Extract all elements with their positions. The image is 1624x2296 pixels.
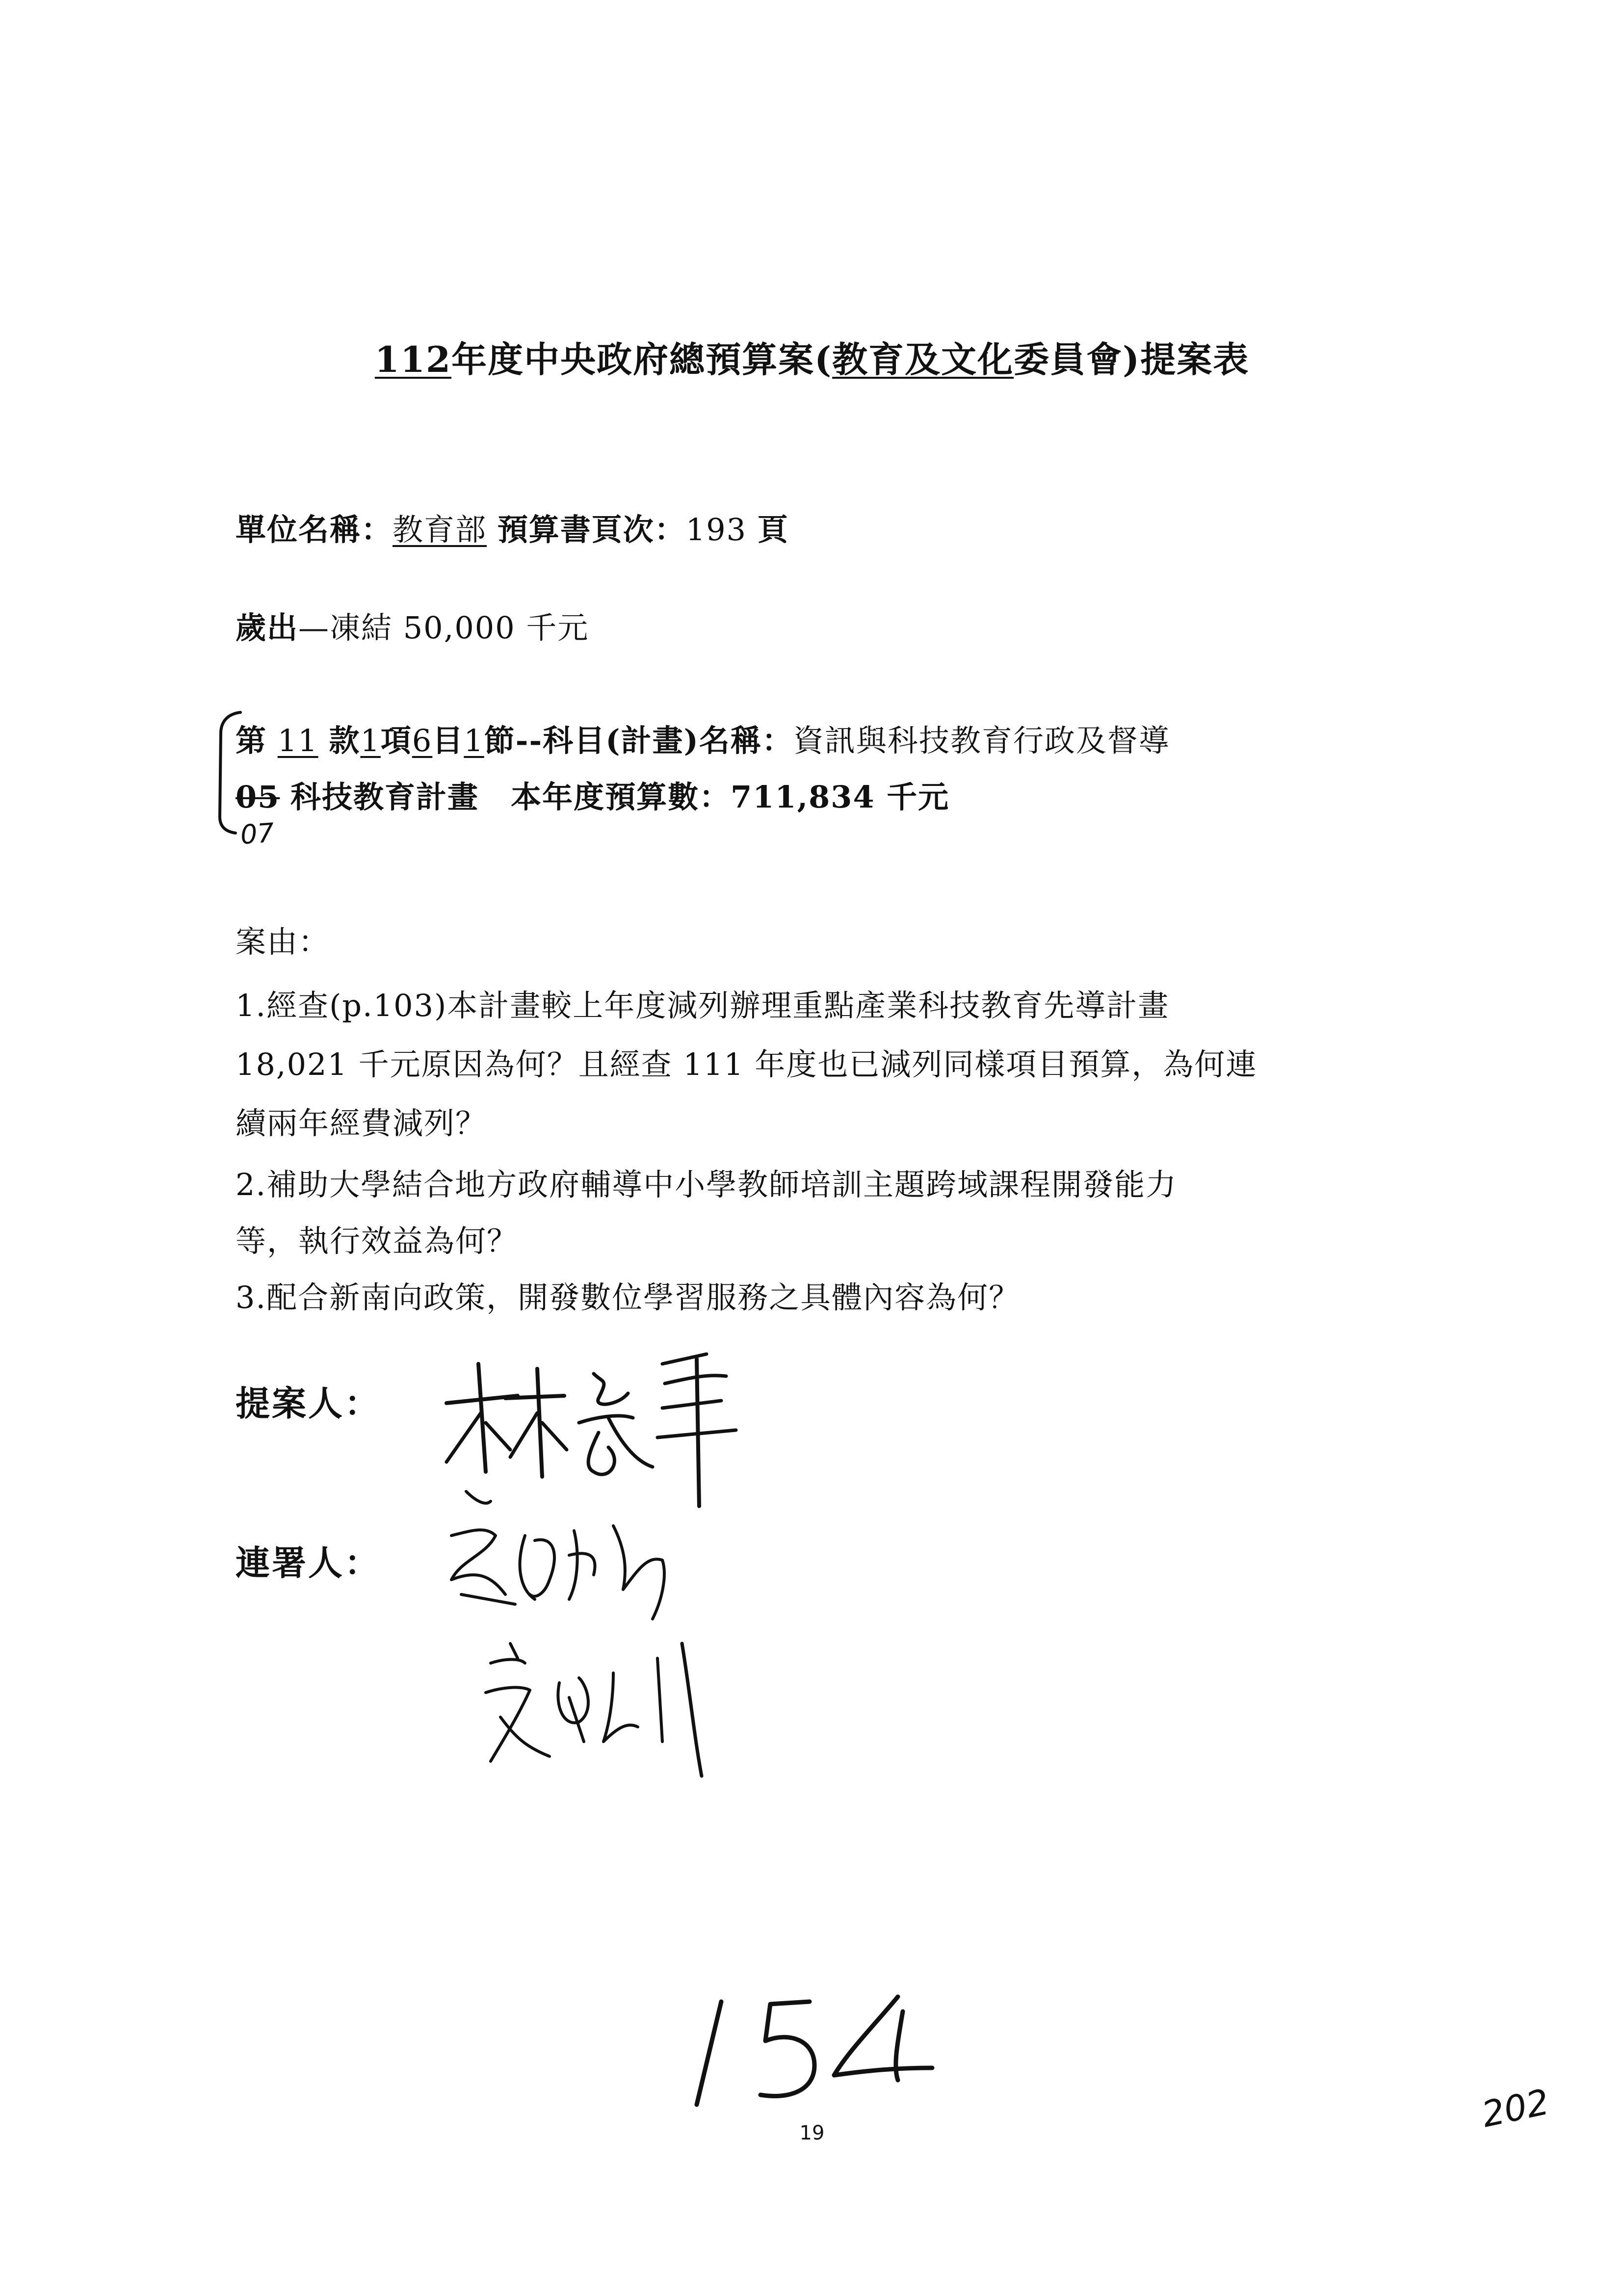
form-title — [0, 331, 1624, 382]
expenditure-label: 歲出 — [236, 610, 299, 646]
handwritten-code-correction: 07 — [239, 817, 275, 851]
budget-label: 本年度預算數： — [511, 779, 731, 815]
title-year: 112 — [374, 339, 452, 380]
expenditure-line — [236, 603, 589, 647]
plan-line — [236, 773, 949, 816]
unit-line — [236, 505, 789, 549]
title-committee: 教育及文化 — [832, 339, 1014, 380]
page-label: 預算書頁次： — [497, 512, 686, 548]
xiang-value: 1 — [360, 723, 381, 758]
reason-line-4: 2.補助大學結合地方政府輔導中小學教師培訓主題跨域課程開發能力 — [236, 1167, 1178, 1202]
reason-line-6: 3.配合新南向政策，開發數位學習服務之具體內容為何？ — [236, 1279, 1021, 1315]
expenditure-text: —凍結 50,000 千元 — [298, 610, 589, 646]
plan-name: 科技教育計畫 — [290, 779, 479, 815]
plan-code-struck: 05 — [236, 779, 280, 815]
unit-name: 教育部 — [393, 512, 487, 548]
subject-line: 第 11 款1項6目1節--科目(計畫)名稱：資訊與科技教育行政及督導 — [236, 723, 1170, 758]
page-suffix: 頁 — [757, 512, 789, 548]
jie-value: 1 — [464, 723, 484, 758]
subject-name-label: --科目(計畫)名稱： — [515, 723, 793, 758]
cosigner-label: 連署人： — [236, 1542, 381, 1583]
page-value: 193 — [685, 512, 747, 548]
subject-name-value: 資訊與科技教育行政及督導 — [793, 723, 1170, 758]
reason-line-2: 18,021 千元原因為何？且經查 111 年度也已減列同樣項目預算，為何連 — [236, 1046, 1257, 1082]
reason-line-3: 續兩年經費減列？ — [236, 1105, 487, 1141]
cosigner-signature-2 — [471, 1629, 746, 1786]
budget-value: 711,834 千元 — [731, 779, 950, 815]
reason-line-1: 1.經查(p.103)本計畫較上年度減列辦理重點產業科技教育先導計畫 — [236, 988, 1170, 1023]
mu-value: 6 — [412, 723, 433, 758]
title-part1: 年度中央政府總預算案( — [451, 339, 833, 380]
proposer-label: 提案人： — [236, 1383, 381, 1424]
reason-line-5: 等，執行效益為何？ — [236, 1223, 519, 1259]
title-part2: 委員會)提案表 — [1014, 339, 1250, 380]
corner-handwritten-number: 202 — [1478, 2081, 1553, 2136]
reason-label: 案由： — [236, 924, 330, 960]
handwritten-page-number — [677, 1982, 952, 2129]
kuan-value: 11 — [277, 723, 318, 758]
unit-label: 單位名稱： — [236, 512, 393, 548]
page-number: 19 — [799, 2122, 825, 2144]
cosigner-signature-1 — [432, 1482, 707, 1629]
